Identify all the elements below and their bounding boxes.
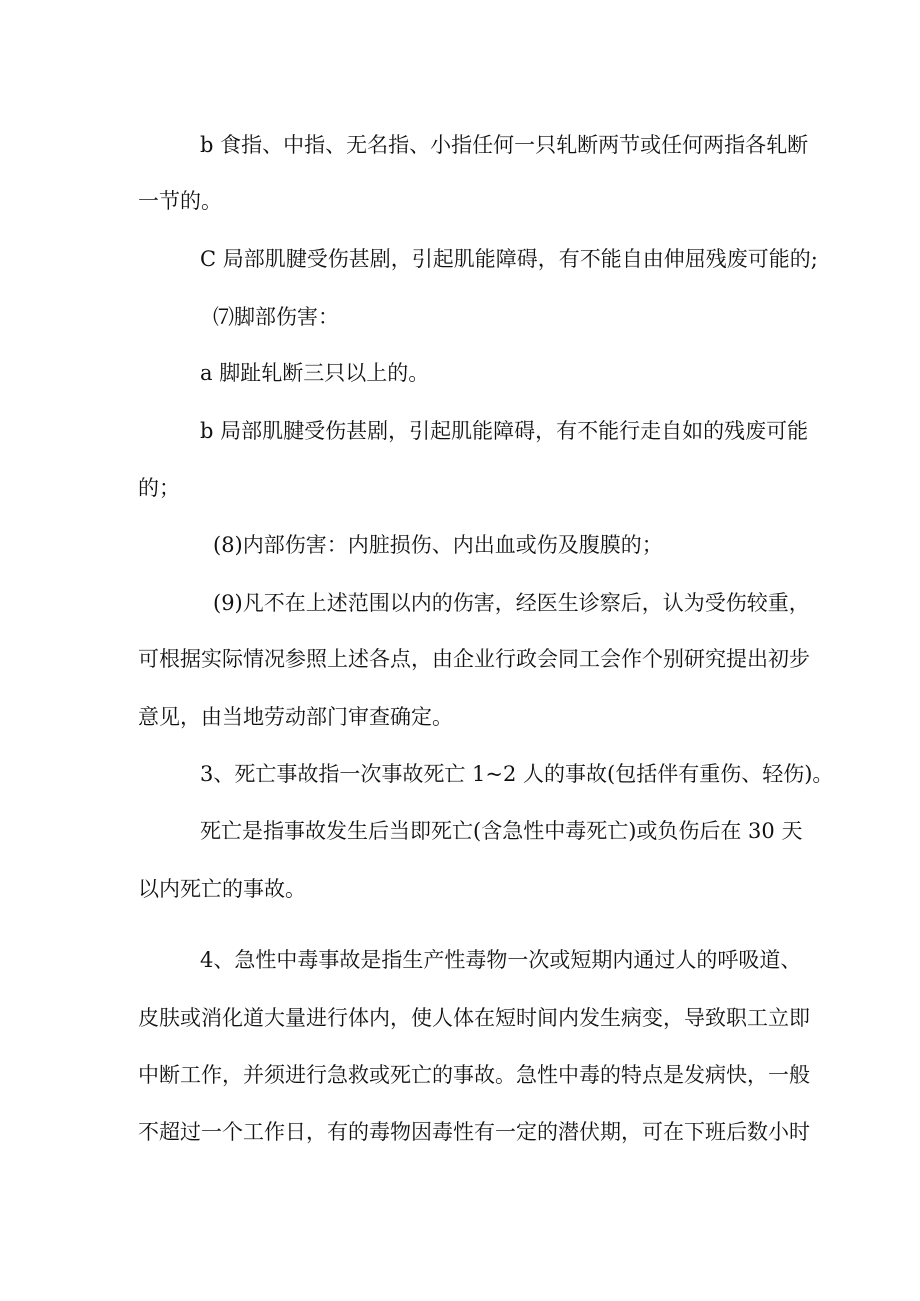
text-line: 以内死亡的事故。	[138, 877, 306, 901]
text-line: 中断工作，并须进行急救或死亡的事故。急性中毒的特点是发病快，一般	[138, 1063, 810, 1087]
text-line: 3、死亡事故指一次事故死亡 1~2 人的事故(包括伴有重伤、轻伤)。	[200, 762, 834, 786]
text-line: C 局部肌腱受伤甚剧，引起肌能障碍，有不能自由伸屈残废可能的;	[200, 247, 818, 271]
text-line: (8)内部伤害：内脏损伤、内出血或伤及腹膜的；	[213, 533, 663, 557]
text-line: 一节的。	[138, 189, 222, 213]
text-line: (9)凡不在上述范围以内的伤害，经医生诊察后，认为受伤较重，	[213, 591, 810, 615]
text-line: 死亡是指事故发生后当即死亡(含急性中毒死亡)或负伤后在 30 天	[200, 819, 803, 843]
text-line: b 局部肌腱受伤甚剧，引起肌能障碍，有不能行走自如的残废可能	[200, 419, 809, 443]
text-line: ⑺脚部伤害：	[213, 305, 339, 329]
text-line: a 脚趾轧断三只以上的。	[200, 361, 430, 385]
text-line: 皮肤或消化道大量进行体内，使人体在短时间内发生病变，导致职工立即	[138, 1006, 810, 1030]
text-line: b 食指、中指、无名指、小指任何一只轧断两节或任何两指各轧断	[200, 133, 809, 157]
text-line: 可根据实际情况参照上述各点，由企业行政会同工会作个别研究提出初步	[138, 647, 810, 671]
text-line: 的；	[138, 476, 180, 500]
text-line: 4、急性中毒事故是指生产性毒物一次或短期内通过人的呼吸道、	[200, 948, 802, 972]
text-line: 意见，由当地劳动部门审查确定。	[138, 705, 453, 729]
text-line: 不超过一个工作日，有的毒物因毒性有一定的潜伏期，可在下班后数小时	[138, 1120, 810, 1144]
